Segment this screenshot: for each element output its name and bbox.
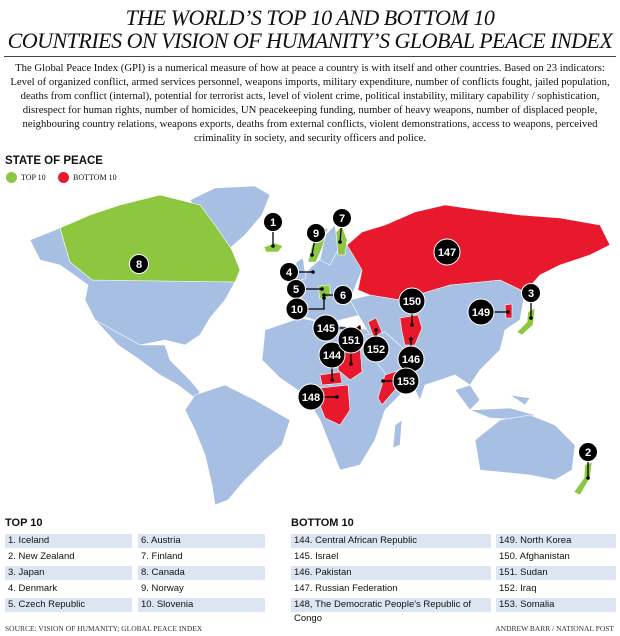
marker-3 (522, 284, 541, 320)
bottom10-list-item: 145. Israel (294, 551, 339, 562)
southeast-asia (455, 385, 535, 420)
marker-anchor-dot (529, 316, 533, 320)
marker-label: 144 (322, 350, 342, 362)
bottom10-list-item: 153. Somalia (496, 598, 616, 612)
marker-label: 7 (338, 213, 346, 225)
title-line-2: COUNTRIES ON VISION OF HUMANITY’S GLOBAL PEACE INDEX (7, 28, 613, 53)
marker-anchor-dot (410, 323, 414, 327)
source-credit: SOURCE: VISION OF HUMANITY; GLOBAL PEACE INDEX (5, 624, 203, 633)
marker-anchor-dot (322, 296, 326, 300)
green-dot-icon (6, 172, 17, 183)
bottom10-list-item: 150. Afghanistan (499, 551, 570, 562)
bottom10-list-item: 151. Sudan (496, 566, 616, 580)
south-america (185, 385, 290, 505)
marker-label: 1 (269, 217, 277, 229)
marker-8 (130, 255, 149, 274)
marker-label: 151 (341, 335, 361, 347)
bottom10-list-item: 148, The Democratic People's Republic of Congo (291, 598, 491, 612)
marker-label: 3 (527, 288, 535, 300)
top10-heading: TOP 10 (5, 517, 43, 529)
marker-label: 152 (366, 344, 386, 356)
marker-anchor-dot (349, 362, 353, 366)
madagascar (393, 420, 402, 448)
top10-list-item: 2. New Zealand (8, 551, 75, 562)
top10-list-item: 3. Japan (5, 566, 132, 580)
legend-top-label: TOP 10 (21, 173, 46, 182)
marker-2 (579, 443, 598, 480)
marker-label: 150 (402, 296, 422, 308)
marker-label: 5 (292, 284, 300, 296)
top10-list-item: 10. Slovenia (138, 598, 265, 612)
bottom10-list-item: 152. Iraq (499, 583, 537, 594)
marker-label: 147 (437, 247, 457, 259)
top10-list-item: 7. Finland (141, 551, 183, 562)
marker-anchor-dot (338, 240, 342, 244)
red-dot-icon (58, 172, 69, 183)
australia (475, 415, 575, 480)
legend-heading: STATE OF PEACE (5, 155, 103, 167)
marker-label: 6 (339, 290, 347, 302)
legend-top (6, 172, 46, 183)
marker-anchor-dot (506, 310, 510, 314)
marker-label: 153 (396, 376, 416, 388)
marker-label: 9 (312, 228, 320, 240)
marker-anchor-dot (320, 287, 324, 291)
marker-label: 10 (290, 304, 304, 316)
marker-label: 145 (316, 323, 336, 335)
marker-anchor-dot (330, 378, 334, 382)
legend-bottom-label: BOTTOM 10 (73, 173, 117, 182)
marker-label: 2 (584, 447, 592, 459)
author-credit: ANDREW BARR / NATIONAL POST (495, 624, 614, 633)
marker-147 (434, 239, 460, 265)
top10-list-item: 9. Norway (141, 583, 184, 594)
title-line-1: THE WORLD’S TOP 10 AND BOTTOM 10 (125, 5, 495, 30)
marker-anchor-dot (409, 337, 413, 341)
bottom10-list-item: 147. Russian Federation (294, 583, 398, 594)
marker-anchor-dot (586, 476, 590, 480)
marker-label: 148 (301, 392, 321, 404)
marker-anchor-dot (271, 244, 275, 248)
top10-list-item: 6. Austria (138, 534, 265, 548)
marker-anchor-dot (381, 379, 385, 383)
marker-label: 146 (401, 354, 421, 366)
bottom10-list-item: 149. North Korea (496, 534, 616, 548)
top10-list-item: 8. Canada (138, 566, 265, 580)
bottom10-heading: BOTTOM 10 (291, 517, 354, 529)
bottom10-list-item: 144. Central African Republic (291, 534, 491, 548)
marker-label: 4 (285, 267, 293, 279)
top10-list-item: 5. Czech Republic (5, 598, 132, 612)
bottom10-list-item: 146. Pakistan (291, 566, 491, 580)
intro-text: The Global Peace Index (GPI) is a numerical measure of how at peace a country is with itself and other countries. Based on 23 indicators: Level of organized conflict, armed services personnel, weapons imports, military expenditure, number of conflicts fought, jailed population, deaths from conflict (internal), potential for terrorist acts, level of violent crime, political instability, military capability / sophistication, disrespect for human rights, number of homicides, UN peacekeeping funding, number of heavy weapons, number of displaced people, neighbouring country relations, weapons exports, deaths from external conflicts, violent demonstrations, access to weapons, perceived criminality in society, and security officers and police. (10, 62, 610, 144)
top10-list-item: 4. Denmark (8, 583, 58, 594)
marker-label: 8 (135, 259, 143, 271)
marker-1 (264, 213, 283, 248)
marker-anchor-dot (335, 395, 339, 399)
marker-anchor-dot (310, 253, 314, 257)
marker-label: 149 (471, 307, 491, 319)
legend-bottom (58, 172, 117, 183)
marker-anchor-dot (374, 328, 378, 332)
top10-list-item: 1. Iceland (5, 534, 132, 548)
marker-anchor-dot (311, 270, 315, 274)
